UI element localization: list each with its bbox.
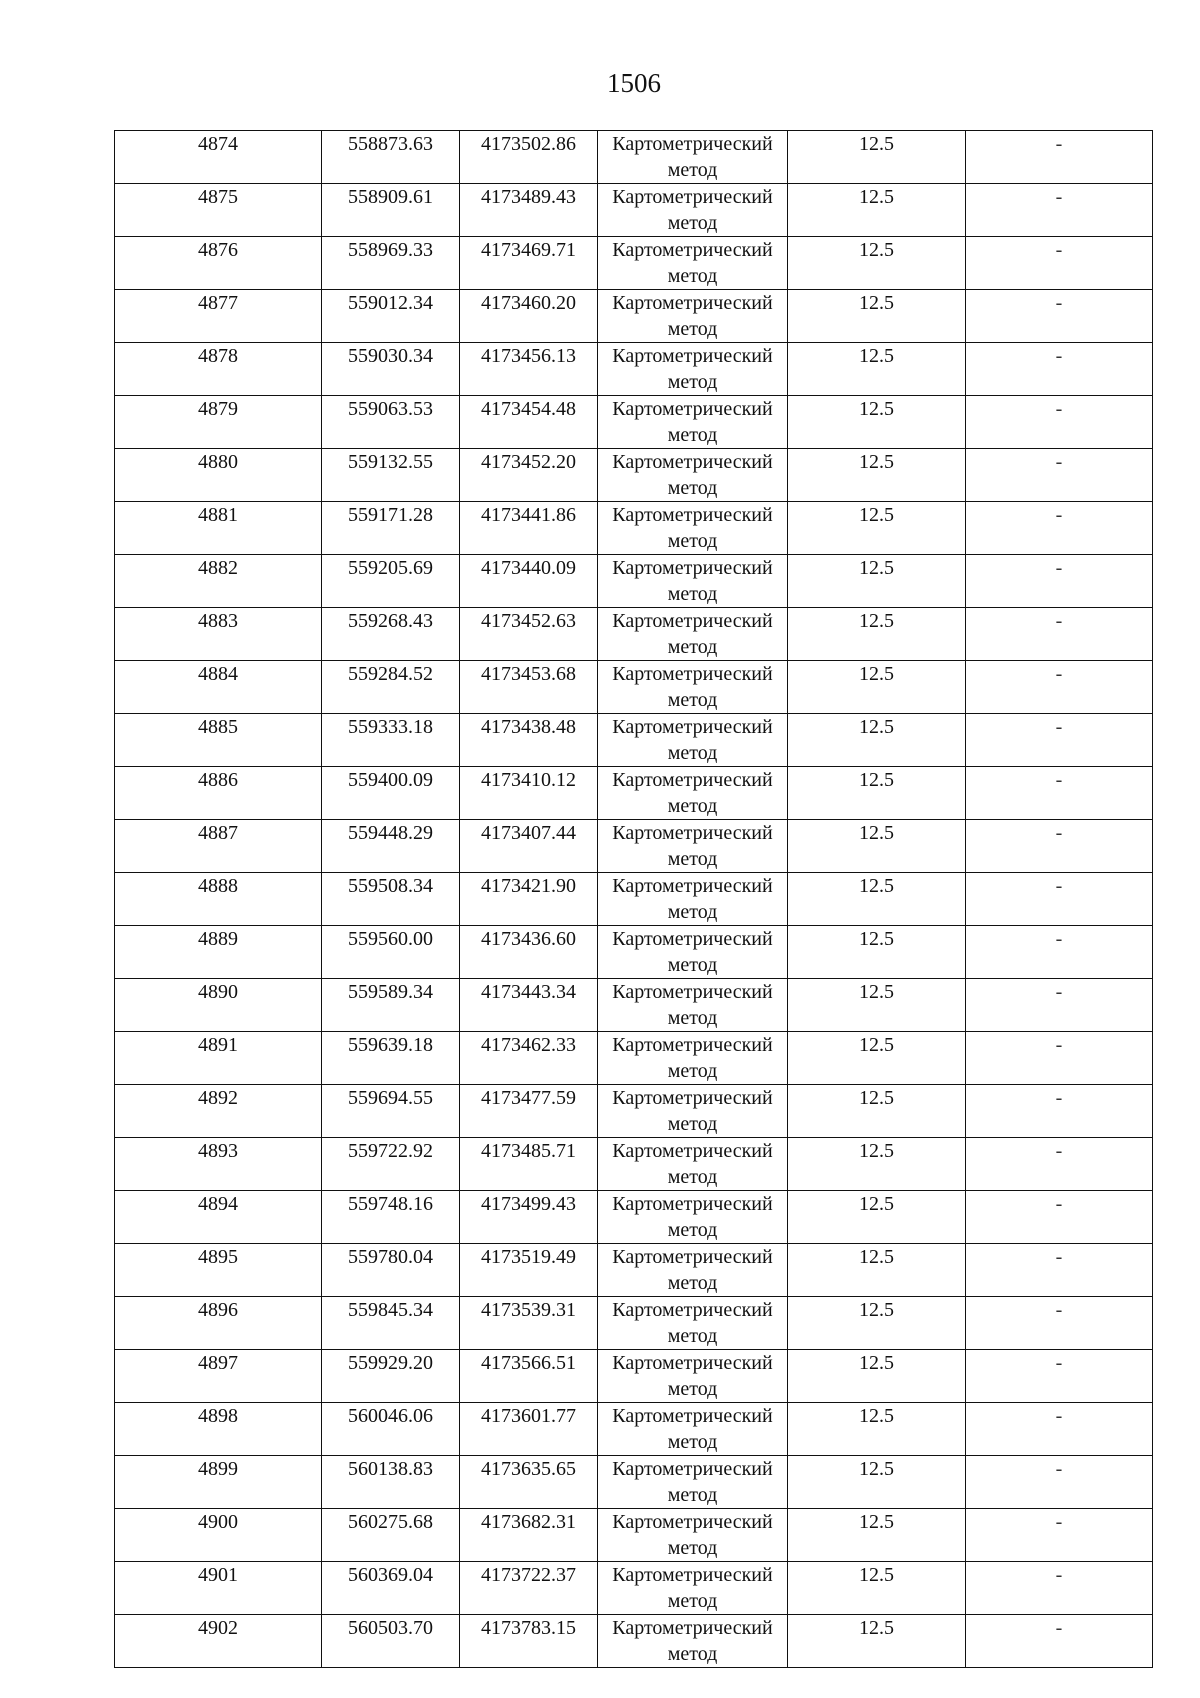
method-cell — [598, 714, 788, 767]
table-row — [115, 979, 1153, 1032]
point-number-cell: 4879 — [115, 396, 322, 449]
table-row — [115, 1138, 1153, 1191]
note-cell: - — [966, 714, 1153, 767]
accuracy-cell: 12.5 — [788, 873, 966, 926]
method-cell — [598, 131, 788, 184]
method-cell — [598, 1191, 788, 1244]
method-cell — [598, 1138, 788, 1191]
method-cell — [598, 1032, 788, 1085]
accuracy-cell: 12.5 — [788, 343, 966, 396]
point-number-cell: 4893 — [115, 1138, 322, 1191]
note-cell: - — [966, 1615, 1153, 1668]
point-number-cell: 4874 — [115, 131, 322, 184]
point-number-cell: 4887 — [115, 820, 322, 873]
method-cell — [598, 1350, 788, 1403]
point-number-cell: 4877 — [115, 290, 322, 343]
accuracy-cell: 12.5 — [788, 237, 966, 290]
point-number-cell: 4884 — [115, 661, 322, 714]
note-cell: - — [966, 1297, 1153, 1350]
point-number-cell: 4875 — [115, 184, 322, 237]
note-cell: - — [966, 608, 1153, 661]
x-coordinate-cell: 558969.33 — [322, 237, 460, 290]
method-line-1: Картометрический — [612, 1511, 773, 1533]
note-cell: - — [966, 1191, 1153, 1244]
x-coordinate-cell: 559748.16 — [322, 1191, 460, 1244]
table-row — [115, 926, 1153, 979]
table-row — [115, 1509, 1153, 1562]
method-cell — [598, 184, 788, 237]
method-line-1: Картометрический — [612, 398, 773, 420]
table-row — [115, 820, 1153, 873]
method-line-2: метод — [667, 318, 718, 340]
x-coordinate-cell: 559929.20 — [322, 1350, 460, 1403]
y-coordinate-cell: 4173682.31 — [460, 1509, 598, 1562]
point-number-cell: 4892 — [115, 1085, 322, 1138]
table-row — [115, 555, 1153, 608]
table-row — [115, 714, 1153, 767]
accuracy-cell: 12.5 — [788, 1191, 966, 1244]
method-line-1: Картометрический — [612, 1193, 773, 1215]
note-cell: - — [966, 131, 1153, 184]
method-line-2: метод — [667, 1537, 718, 1559]
y-coordinate-cell: 4173407.44 — [460, 820, 598, 873]
y-coordinate-cell: 4173452.63 — [460, 608, 598, 661]
accuracy-cell: 12.5 — [788, 290, 966, 343]
table-row — [115, 1244, 1153, 1297]
method-line-1: Картометрический — [612, 186, 773, 208]
method-line-2: метод — [667, 848, 718, 870]
method-line-2: метод — [667, 1272, 718, 1294]
method-line-2: метод — [667, 636, 718, 658]
point-number-cell: 4898 — [115, 1403, 322, 1456]
note-cell: - — [966, 449, 1153, 502]
y-coordinate-cell: 4173421.90 — [460, 873, 598, 926]
accuracy-cell: 12.5 — [788, 1032, 966, 1085]
note-cell: - — [966, 1085, 1153, 1138]
y-coordinate-cell: 4173601.77 — [460, 1403, 598, 1456]
method-line-1: Картометрический — [612, 345, 773, 367]
note-cell: - — [966, 396, 1153, 449]
table-row — [115, 873, 1153, 926]
y-coordinate-cell: 4173438.48 — [460, 714, 598, 767]
method-cell — [598, 290, 788, 343]
accuracy-cell: 12.5 — [788, 502, 966, 555]
point-number-cell: 4885 — [115, 714, 322, 767]
y-coordinate-cell: 4173519.49 — [460, 1244, 598, 1297]
table-row — [115, 290, 1153, 343]
method-line-1: Картометрический — [612, 875, 773, 897]
point-number-cell: 4886 — [115, 767, 322, 820]
accuracy-cell: 12.5 — [788, 449, 966, 502]
accuracy-cell: 12.5 — [788, 1297, 966, 1350]
method-line-2: метод — [667, 477, 718, 499]
method-line-2: метод — [667, 1484, 718, 1506]
method-line-2: метод — [667, 265, 718, 287]
x-coordinate-cell: 559132.55 — [322, 449, 460, 502]
y-coordinate-cell: 4173502.86 — [460, 131, 598, 184]
table-row — [115, 1191, 1153, 1244]
page-number: 1506 — [607, 68, 661, 98]
y-coordinate-cell: 4173485.71 — [460, 1138, 598, 1191]
method-cell — [598, 1403, 788, 1456]
method-line-1: Картометрический — [612, 239, 773, 261]
x-coordinate-cell: 559171.28 — [322, 502, 460, 555]
note-cell: - — [966, 555, 1153, 608]
x-coordinate-cell: 560369.04 — [322, 1562, 460, 1615]
method-line-1: Картометрический — [612, 1352, 773, 1374]
method-line-1: Картометрический — [612, 1458, 773, 1480]
note-cell: - — [966, 1350, 1153, 1403]
x-coordinate-cell: 559268.43 — [322, 608, 460, 661]
point-number-cell: 4881 — [115, 502, 322, 555]
x-coordinate-cell: 560275.68 — [322, 1509, 460, 1562]
method-line-1: Картометрический — [612, 716, 773, 738]
note-cell: - — [966, 1403, 1153, 1456]
point-number-cell: 4894 — [115, 1191, 322, 1244]
method-cell — [598, 396, 788, 449]
method-line-1: Картометрический — [612, 557, 773, 579]
note-cell: - — [966, 820, 1153, 873]
point-number-cell: 4902 — [115, 1615, 322, 1668]
y-coordinate-cell: 4173499.43 — [460, 1191, 598, 1244]
y-coordinate-cell: 4173441.86 — [460, 502, 598, 555]
y-coordinate-cell: 4173469.71 — [460, 237, 598, 290]
accuracy-cell: 12.5 — [788, 979, 966, 1032]
method-cell — [598, 1244, 788, 1297]
x-coordinate-cell: 559694.55 — [322, 1085, 460, 1138]
method-cell — [598, 1615, 788, 1668]
table-row — [115, 1085, 1153, 1138]
method-line-2: метод — [667, 1590, 718, 1612]
accuracy-cell: 12.5 — [788, 184, 966, 237]
note-cell: - — [966, 1456, 1153, 1509]
x-coordinate-cell: 559030.34 — [322, 343, 460, 396]
x-coordinate-cell: 559400.09 — [322, 767, 460, 820]
x-coordinate-cell: 560046.06 — [322, 1403, 460, 1456]
method-line-2: метод — [667, 1378, 718, 1400]
table-row — [115, 1615, 1153, 1668]
method-line-1: Картометрический — [612, 133, 773, 155]
method-cell — [598, 1085, 788, 1138]
table-row — [115, 1297, 1153, 1350]
accuracy-cell: 12.5 — [788, 714, 966, 767]
y-coordinate-cell: 4173453.68 — [460, 661, 598, 714]
y-coordinate-cell: 4173460.20 — [460, 290, 598, 343]
method-cell — [598, 979, 788, 1032]
y-coordinate-cell: 4173539.31 — [460, 1297, 598, 1350]
note-cell: - — [966, 873, 1153, 926]
method-line-1: Картометрический — [612, 504, 773, 526]
method-cell — [598, 1297, 788, 1350]
accuracy-cell: 12.5 — [788, 1562, 966, 1615]
point-number-cell: 4883 — [115, 608, 322, 661]
accuracy-cell: 12.5 — [788, 555, 966, 608]
method-line-1: Картометрический — [612, 981, 773, 1003]
method-line-1: Картометрический — [612, 1299, 773, 1321]
accuracy-cell: 12.5 — [788, 1615, 966, 1668]
y-coordinate-cell: 4173722.37 — [460, 1562, 598, 1615]
table-row — [115, 396, 1153, 449]
note-cell: - — [966, 343, 1153, 396]
point-number-cell: 4889 — [115, 926, 322, 979]
table-row — [115, 608, 1153, 661]
method-line-2: метод — [667, 371, 718, 393]
method-cell — [598, 661, 788, 714]
y-coordinate-cell: 4173436.60 — [460, 926, 598, 979]
method-cell — [598, 237, 788, 290]
x-coordinate-cell: 559205.69 — [322, 555, 460, 608]
y-coordinate-cell: 4173566.51 — [460, 1350, 598, 1403]
x-coordinate-cell: 559589.34 — [322, 979, 460, 1032]
x-coordinate-cell: 559639.18 — [322, 1032, 460, 1085]
table-row — [115, 449, 1153, 502]
point-number-cell: 4878 — [115, 343, 322, 396]
x-coordinate-cell: 559780.04 — [322, 1244, 460, 1297]
point-number-cell: 4900 — [115, 1509, 322, 1562]
point-number-cell: 4901 — [115, 1562, 322, 1615]
method-cell — [598, 1509, 788, 1562]
method-line-1: Картометрический — [612, 1564, 773, 1586]
x-coordinate-cell: 560503.70 — [322, 1615, 460, 1668]
method-line-1: Картометрический — [612, 1034, 773, 1056]
accuracy-cell: 12.5 — [788, 820, 966, 873]
note-cell: - — [966, 1562, 1153, 1615]
method-line-2: метод — [667, 1431, 718, 1453]
table-row — [115, 1350, 1153, 1403]
note-cell: - — [966, 767, 1153, 820]
method-line-2: метод — [667, 530, 718, 552]
method-cell — [598, 767, 788, 820]
method-cell — [598, 926, 788, 979]
method-line-2: метод — [667, 1219, 718, 1241]
x-coordinate-cell: 559284.52 — [322, 661, 460, 714]
y-coordinate-cell: 4173489.43 — [460, 184, 598, 237]
table-row — [115, 502, 1153, 555]
y-coordinate-cell: 4173635.65 — [460, 1456, 598, 1509]
method-cell — [598, 1562, 788, 1615]
x-coordinate-cell: 559448.29 — [322, 820, 460, 873]
method-line-1: Картометрический — [612, 451, 773, 473]
table-body — [115, 131, 1153, 1668]
x-coordinate-cell: 559560.00 — [322, 926, 460, 979]
y-coordinate-cell: 4173783.15 — [460, 1615, 598, 1668]
method-line-1: Картометрический — [612, 822, 773, 844]
method-line-2: метод — [667, 901, 718, 923]
method-cell — [598, 449, 788, 502]
point-number-cell: 4899 — [115, 1456, 322, 1509]
table-row — [115, 131, 1153, 184]
accuracy-cell: 12.5 — [788, 131, 966, 184]
y-coordinate-cell: 4173456.13 — [460, 343, 598, 396]
x-coordinate-cell: 559508.34 — [322, 873, 460, 926]
note-cell: - — [966, 1032, 1153, 1085]
point-number-cell: 4890 — [115, 979, 322, 1032]
method-cell — [598, 608, 788, 661]
method-line-1: Картометрический — [612, 1617, 773, 1639]
x-coordinate-cell: 559845.34 — [322, 1297, 460, 1350]
y-coordinate-cell: 4173443.34 — [460, 979, 598, 1032]
method-line-2: метод — [667, 212, 718, 234]
note-cell: - — [966, 184, 1153, 237]
method-line-2: метод — [667, 1060, 718, 1082]
point-number-cell: 4876 — [115, 237, 322, 290]
note-cell: - — [966, 1509, 1153, 1562]
point-number-cell: 4895 — [115, 1244, 322, 1297]
y-coordinate-cell: 4173440.09 — [460, 555, 598, 608]
table-row — [115, 1456, 1153, 1509]
x-coordinate-cell: 560138.83 — [322, 1456, 460, 1509]
method-line-1: Картометрический — [612, 610, 773, 632]
method-cell — [598, 502, 788, 555]
method-line-2: метод — [667, 742, 718, 764]
method-line-2: метод — [667, 1166, 718, 1188]
y-coordinate-cell: 4173452.20 — [460, 449, 598, 502]
accuracy-cell: 12.5 — [788, 608, 966, 661]
method-cell — [598, 820, 788, 873]
accuracy-cell: 12.5 — [788, 1403, 966, 1456]
point-number-cell: 4882 — [115, 555, 322, 608]
x-coordinate-cell: 558909.61 — [322, 184, 460, 237]
method-line-2: метод — [667, 795, 718, 817]
point-number-cell: 4891 — [115, 1032, 322, 1085]
method-line-2: метод — [667, 1643, 718, 1665]
point-number-cell: 4897 — [115, 1350, 322, 1403]
table-row — [115, 237, 1153, 290]
note-cell: - — [966, 290, 1153, 343]
accuracy-cell: 12.5 — [788, 396, 966, 449]
coordinates-table — [114, 130, 1153, 1668]
y-coordinate-cell: 4173454.48 — [460, 396, 598, 449]
method-line-2: метод — [667, 424, 718, 446]
method-cell — [598, 873, 788, 926]
method-line-1: Картометрический — [612, 663, 773, 685]
note-cell: - — [966, 926, 1153, 979]
method-line-1: Картометрический — [612, 769, 773, 791]
method-line-1: Картометрический — [612, 928, 773, 950]
point-number-cell: 4888 — [115, 873, 322, 926]
y-coordinate-cell: 4173462.33 — [460, 1032, 598, 1085]
accuracy-cell: 12.5 — [788, 661, 966, 714]
x-coordinate-cell: 559722.92 — [322, 1138, 460, 1191]
method-cell — [598, 1456, 788, 1509]
y-coordinate-cell: 4173477.59 — [460, 1085, 598, 1138]
note-cell: - — [966, 979, 1153, 1032]
accuracy-cell: 12.5 — [788, 1456, 966, 1509]
method-line-2: метод — [667, 159, 718, 181]
method-line-2: метод — [667, 1007, 718, 1029]
note-cell: - — [966, 502, 1153, 555]
accuracy-cell: 12.5 — [788, 1085, 966, 1138]
x-coordinate-cell: 558873.63 — [322, 131, 460, 184]
table-row — [115, 184, 1153, 237]
x-coordinate-cell: 559333.18 — [322, 714, 460, 767]
table-row — [115, 1562, 1153, 1615]
note-cell: - — [966, 1138, 1153, 1191]
table-row — [115, 767, 1153, 820]
accuracy-cell: 12.5 — [788, 1350, 966, 1403]
point-number-cell: 4880 — [115, 449, 322, 502]
accuracy-cell: 12.5 — [788, 1509, 966, 1562]
table-row — [115, 343, 1153, 396]
table-row — [115, 1403, 1153, 1456]
method-line-1: Картометрический — [612, 1140, 773, 1162]
accuracy-cell: 12.5 — [788, 767, 966, 820]
note-cell: - — [966, 661, 1153, 714]
x-coordinate-cell: 559012.34 — [322, 290, 460, 343]
method-line-2: метод — [667, 1113, 718, 1135]
method-line-2: метод — [667, 583, 718, 605]
accuracy-cell: 12.5 — [788, 1244, 966, 1297]
accuracy-cell: 12.5 — [788, 926, 966, 979]
method-line-2: метод — [667, 1325, 718, 1347]
table-row — [115, 1032, 1153, 1085]
method-line-2: метод — [667, 689, 718, 711]
method-line-1: Картометрический — [612, 1087, 773, 1109]
note-cell: - — [966, 1244, 1153, 1297]
method-line-1: Картометрический — [612, 1405, 773, 1427]
x-coordinate-cell: 559063.53 — [322, 396, 460, 449]
accuracy-cell: 12.5 — [788, 1138, 966, 1191]
method-line-2: метод — [667, 954, 718, 976]
y-coordinate-cell: 4173410.12 — [460, 767, 598, 820]
point-number-cell: 4896 — [115, 1297, 322, 1350]
method-line-1: Картометрический — [612, 292, 773, 314]
method-cell — [598, 555, 788, 608]
note-cell: - — [966, 237, 1153, 290]
method-cell — [598, 343, 788, 396]
table-row — [115, 661, 1153, 714]
method-line-1: Картометрический — [612, 1246, 773, 1268]
